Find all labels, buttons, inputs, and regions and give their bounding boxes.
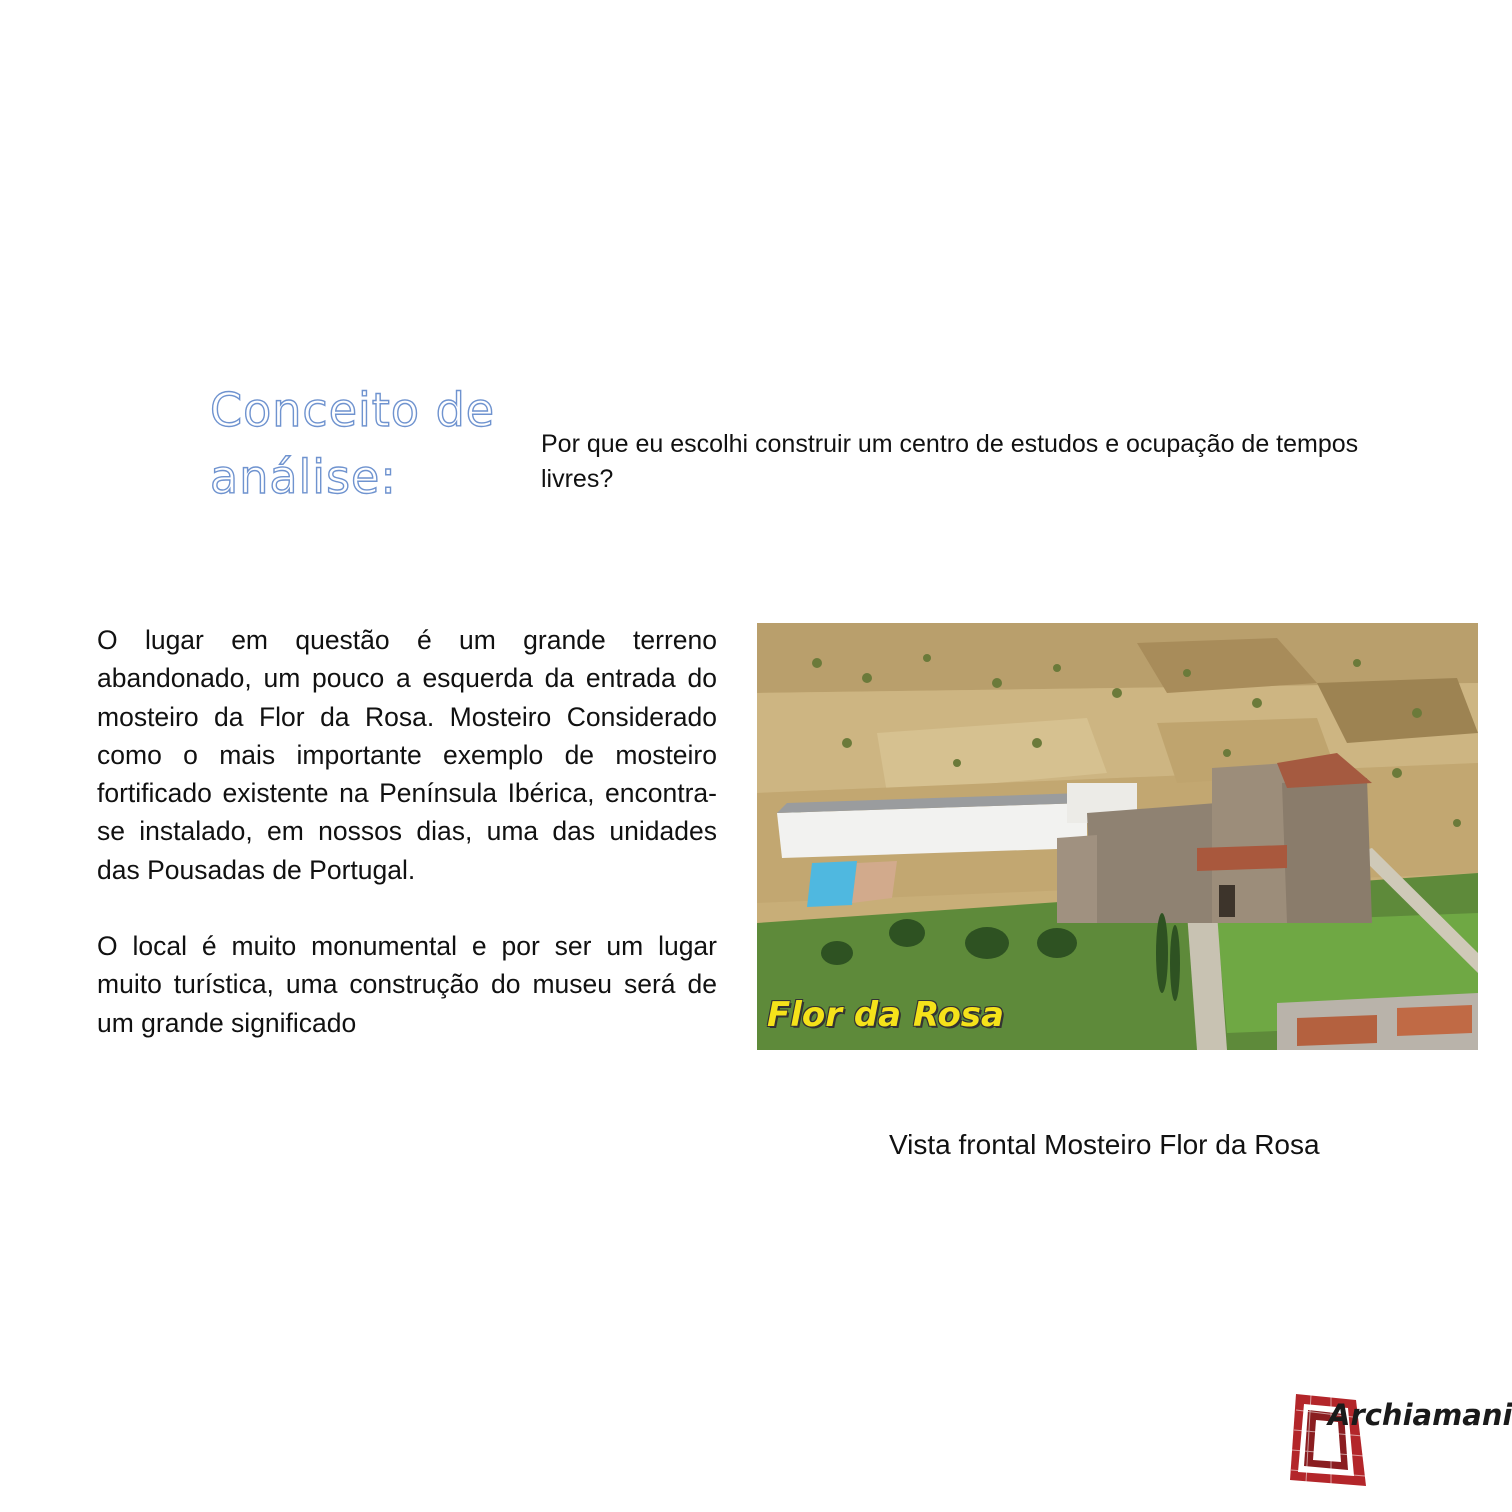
page-title xyxy=(210,377,530,511)
monastery-aerial-illustration xyxy=(757,623,1478,1050)
logo-text: Archiamani xyxy=(1328,1398,1512,1432)
archiamani-logo xyxy=(1286,1390,1512,1490)
photo-label: Flor da Rosa xyxy=(767,995,1004,1035)
body-text xyxy=(97,621,717,1042)
page-title-line-1: Conceito de xyxy=(210,382,496,437)
body-paragraph-2: O local é muito monumental e por ser um lugar muito turística, uma construção do museu será de um grande significado xyxy=(97,931,717,1038)
photo-caption: Vista frontal Mosteiro Flor da Rosa xyxy=(889,1129,1320,1160)
monastery-aerial-photo xyxy=(757,623,1478,1050)
body-paragraph-1: O lugar em questão é um grande terreno abandonado, um pouco a esquerda da entrada do mosteiro da Flor da Rosa. Mosteiro Considerado como o mais importante exemplo de mosteiro fortificado existente na Península Ibérica, encontra-se instalado, em nossos dias, uma das unidades das Pousadas de Portugal. xyxy=(97,625,717,885)
question-text: Por que eu escolhi construir um centro de estudos e ocupação de tempos livres? xyxy=(541,430,1359,493)
page-title-line-2: análise: xyxy=(210,449,397,504)
